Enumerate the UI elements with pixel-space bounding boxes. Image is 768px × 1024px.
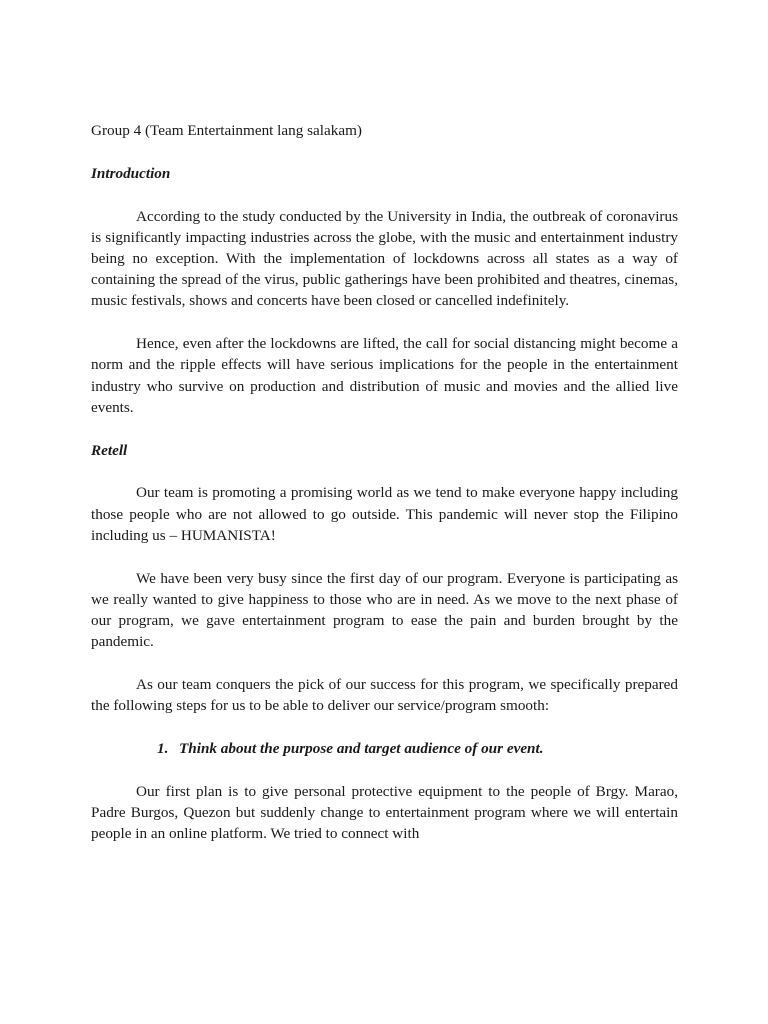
introduction-paragraph: Hence, even after the lockdowns are lifted, the call for social distancing might become a norm and the ripple effects will have serious implications for the people in the entertainment industry who survive on production and distribution of music and movies and the allied live events. bbox=[91, 335, 678, 416]
retell-heading: Retell bbox=[91, 441, 128, 459]
step-heading bbox=[91, 738, 678, 759]
retell-paragraph: We have been very busy since the first day of our program. Everyone is participating as we really wanted to give happiness to those who are in need. As we move to the next phase of our program, we gave entertainment program to ease the pain and burden brought by the pandemic. bbox=[91, 569, 678, 651]
step-paragraph: Our first plan is to give personal protective equipment to the people of Brgy. Marao, Padre Burgos, Quezon but suddenly change to entertainment program where we will entertain people in an online platform. We tried to connect with bbox=[91, 782, 678, 843]
document-page bbox=[91, 120, 678, 866]
retell-paragraph: Our team is promoting a promising world as we tend to make everyone happy including those people who are not allowed to go outside. This pandemic will never stop the Filipino including us – HUMANISTA! bbox=[91, 484, 678, 544]
step-number: 1. bbox=[157, 740, 169, 758]
introduction-heading: Introduction bbox=[91, 164, 171, 182]
retell-paragraph: As our team conquers the pick of our success for this program, we specifically prepared the following steps for us to be able to deliver our service/program smooth: bbox=[91, 676, 678, 715]
introduction-paragraph: According to the study conducted by the University in India, the outbreak of coronavirus is significantly impacting industries across the globe, with the music and entertainment industry being no exception. With the implementation of lockdowns across all states as a way of containing the spread of the virus, public gatherings have been prohibited and theatres, cinemas, music festivals, shows and concerts have been closed or cancelled indefinitely. bbox=[91, 207, 678, 310]
step-title: Think about the purpose and target audience of our event. bbox=[179, 740, 544, 758]
document-title: Group 4 (Team Entertainment lang salakam) bbox=[91, 122, 362, 139]
